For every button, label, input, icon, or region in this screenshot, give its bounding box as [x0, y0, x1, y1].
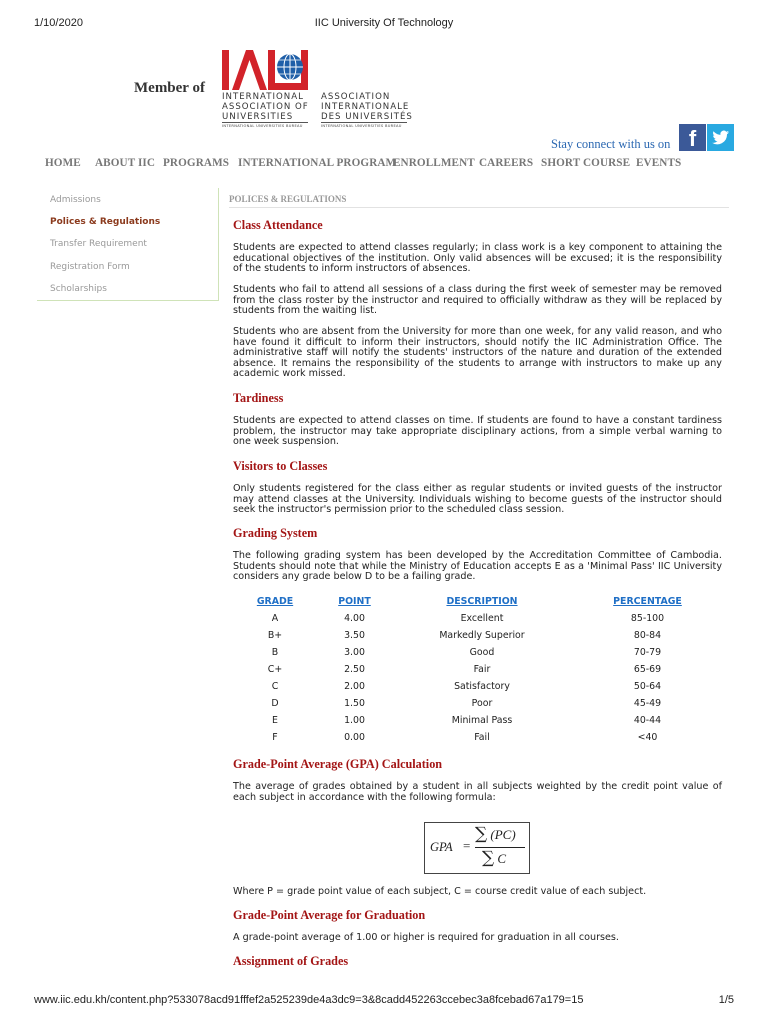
iau-english-name: INTERNATIONAL ASSOCIATION OF UNIVERSITIES [222, 92, 309, 122]
heading-gpa-graduation: Grade-Point Average for Graduation [233, 908, 426, 922]
iau-rule-fr [321, 122, 407, 123]
sidebar [37, 188, 219, 301]
graduation-paragraph: A grade-point average of 1.00 or higher is required for graduation in all courses. [233, 932, 619, 943]
heading-gpa-calculation: Grade-Point Average (GPA) Calculation [233, 757, 443, 771]
breadcrumb-divider [229, 207, 729, 208]
heading-visitors: Visitors to Classes [233, 459, 328, 473]
grading-table-header [246, 596, 712, 613]
iau-logo[interactable] [222, 48, 310, 90]
formula-numerator: ∑ (PC) [475, 824, 516, 844]
gpa-formula [424, 822, 530, 874]
attendance-paragraph-1: Students are expected to attend classes regularly; in class work is a key component to attaining the educational objectives of the institution. Only valid absences will be excused; it is the responsibility of the students to inform instructors of absences. [233, 242, 722, 275]
nav-home[interactable]: HOME [45, 157, 81, 169]
breadcrumb: POLICES & REGULATIONS [229, 194, 347, 204]
heading-grading-system: Grading System [233, 526, 318, 540]
iau-small-fr: INTERNATIONAL UNIVERSITIES BUREAU [321, 124, 402, 128]
table-row: D 1.50 Poor 45-49 [271, 698, 662, 709]
table-row: E 1.00 Minimal Pass 40-44 [272, 715, 662, 726]
heading-class-attendance: Class Attendance [233, 218, 323, 232]
print-header [34, 17, 734, 31]
table-row: B 3.00 Good 70-79 [271, 647, 662, 658]
attendance-paragraph-2: Students who fail to attend all sessions of a class during the first week of semester may be removed from the class roster by the instructor and required to officially withdraw as they will be replaced by students from the waiting list. [233, 284, 722, 317]
table-row: C+ 2.50 Fair 65-69 [267, 664, 662, 675]
heading-assignment-of-grades: Assignment of Grades [233, 954, 349, 968]
formula-denominator: ∑ C [482, 848, 507, 868]
facebook-icon[interactable]: f [679, 124, 706, 151]
print-date: 1/10/2020 [34, 17, 83, 29]
table-row: C 2.00 Satisfactory 50-64 [271, 681, 662, 692]
col-point-header[interactable]: POINT [338, 596, 371, 607]
sidebar-item-admissions[interactable]: Admissions [50, 195, 101, 205]
formula-equals: = [463, 838, 471, 853]
table-row: A 4.00 Excellent 85-100 [271, 613, 665, 624]
gpa-where-paragraph: Where P = grade point value of each subject, C = course credit value of each subject. [233, 886, 647, 897]
print-doc-title: IIC University Of Technology [314, 17, 454, 29]
formula-lhs: GPA [430, 840, 453, 854]
nav-programs[interactable]: PROGRAMS [163, 157, 230, 169]
col-grade-header[interactable]: GRADE [256, 596, 294, 607]
table-row: B+ 3.50 Markedly Superior 80-84 [267, 630, 662, 641]
nav-careers[interactable]: CAREERS [479, 157, 534, 169]
nav-enrollment[interactable]: ENROLLMENT [393, 157, 475, 169]
sidebar-item-polices-regulations[interactable]: Polices & Regulations [50, 217, 161, 227]
print-footer [34, 994, 734, 1008]
stay-connect-label: Stay connect with us on [551, 137, 671, 151]
gpa-paragraph: The average of grades obtained by a student in all subjects weighted by the credit point value of each subject in accordance with the following formula: [233, 781, 722, 803]
grading-paragraph: The following grading system has been developed by the Accreditation Committee of Cambodia. Students should note that while the Ministry of Education accepts E as a 'Minimal Pass' IIC University considers any grade below D to be a failing grade. [233, 550, 722, 583]
member-of-label: Member of [134, 80, 205, 96]
table-row: F 0.00 Fail <40 [272, 732, 658, 743]
heading-tardiness: Tardiness [233, 391, 284, 405]
nav-about-iic[interactable]: ABOUT IIC [95, 157, 156, 169]
nav-events[interactable]: EVENTS [636, 157, 682, 169]
col-description-header[interactable]: DESCRIPTION [446, 596, 518, 607]
iau-rule-en [222, 122, 308, 123]
sidebar-item-registration-form[interactable]: Registration Form [50, 262, 130, 272]
nav-short-course[interactable]: SHORT COURSE [541, 157, 631, 169]
iau-french-name: ASSOCIATION INTERNATIONALE DES UNIVERSITÉS [321, 92, 413, 122]
visitors-paragraph: Only students registered for the class either as regular students or invited guests of the instructor may attend classes at the University. Individuals wishing to become guests of the instructor should seek the instructor's permission prior to the scheduled class session. [233, 483, 722, 516]
print-url: www.iic.edu.kh/content.php?533078acd91fffef2a525239de4a3dc9=3&8cadd452263ccebec3a8fcebad67a179=15 [34, 994, 584, 1006]
sidebar-item-transfer-requirement[interactable]: Transfer Requirement [50, 239, 147, 249]
tardiness-paragraph: Students are expected to attend classes on time. If students are found to have a constant tardiness problem, the instructor may take appropriate disciplinary actions, from a simple verbal warning to one week suspension. [233, 415, 722, 448]
nav-international-program[interactable]: INTERNATIONAL PROGRAM [238, 157, 397, 169]
col-percentage-header[interactable]: PERCENTAGE [613, 596, 682, 607]
iau-small-en: INTERNATIONAL UNIVERSITIES BUREAU [222, 124, 303, 128]
sidebar-item-scholarships[interactable]: Scholarships [50, 284, 107, 294]
twitter-icon[interactable] [707, 124, 734, 151]
print-page-number: 1/5 [718, 994, 734, 1006]
attendance-paragraph-3: Students who are absent from the University for more than one week, for any valid reason, and who have found it difficult to inform their instructors, should notify the IIC Administration Office. The administrative staff will notify the students' instructors of the nature and duration of the extended absence. It remains the responsibility of the students to arrange with instructors to make up any academic work missed. [233, 326, 722, 380]
